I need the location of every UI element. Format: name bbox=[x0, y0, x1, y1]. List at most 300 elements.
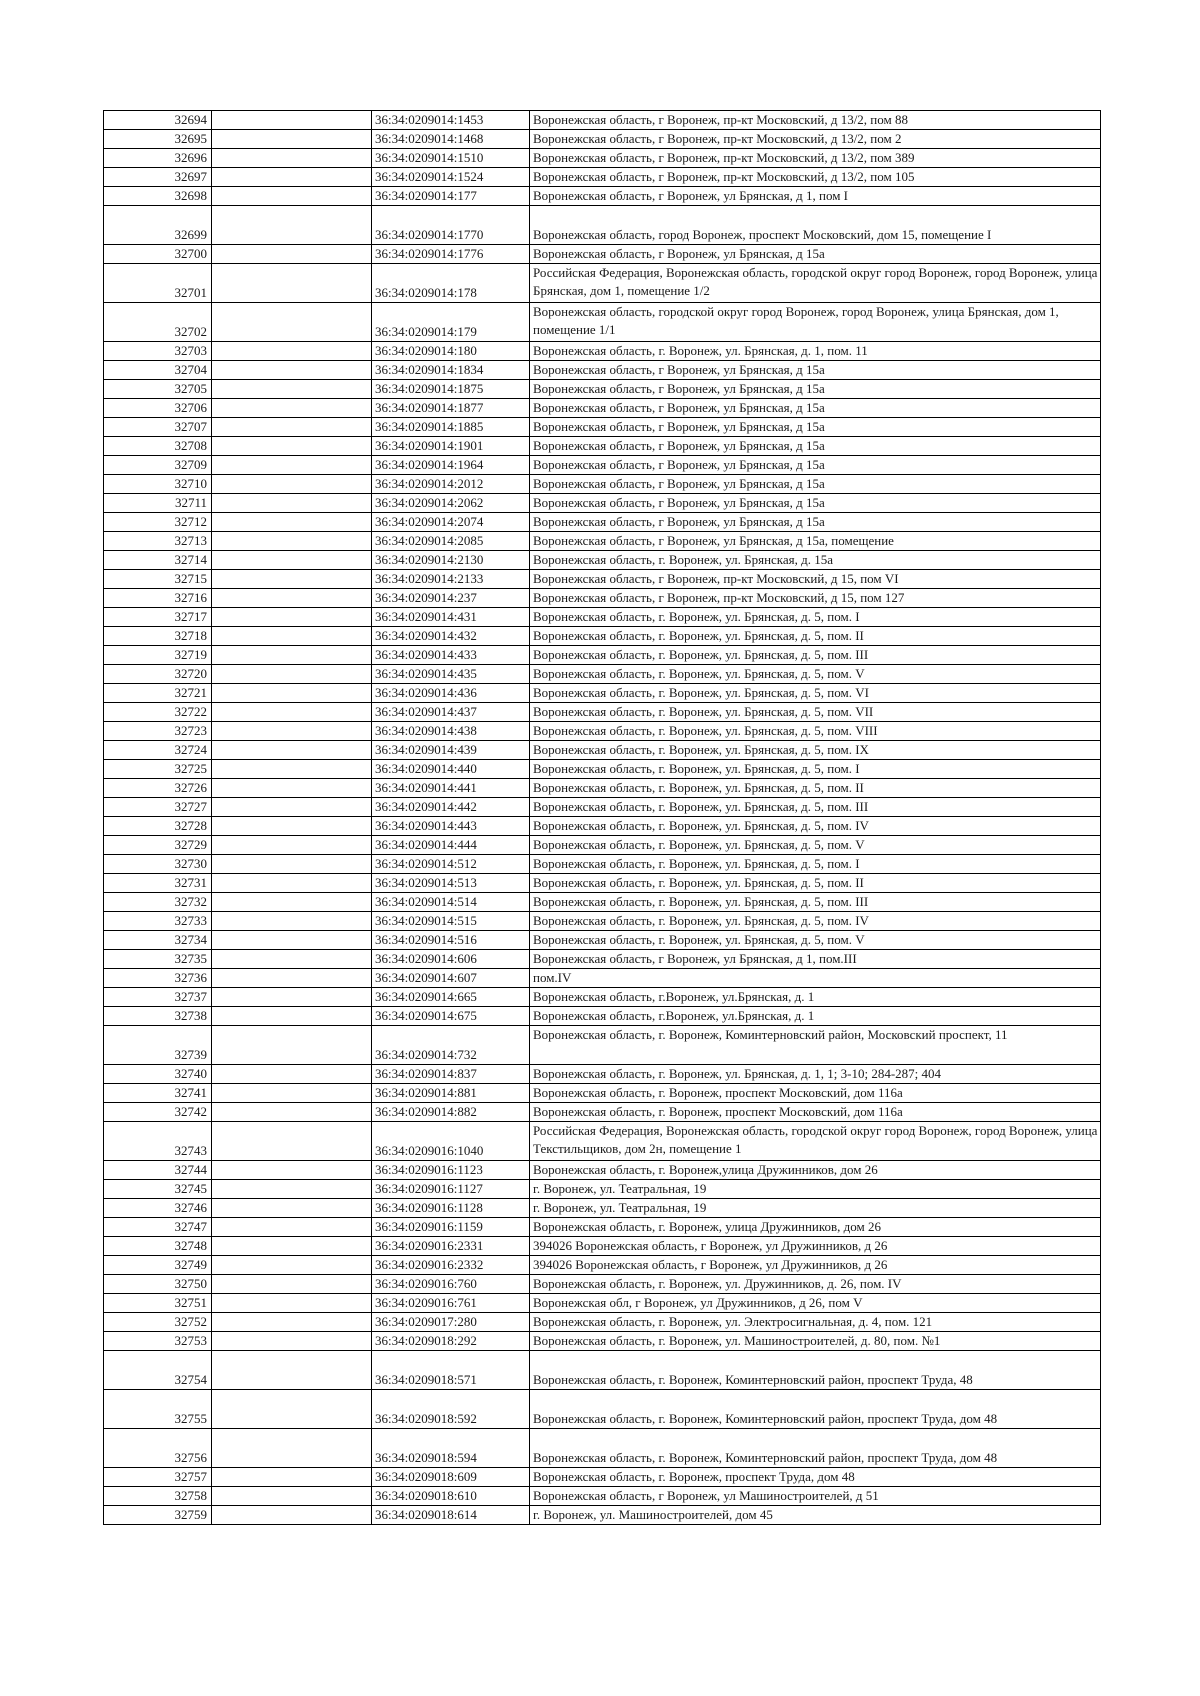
row-number-cell: 32732 bbox=[104, 893, 212, 912]
address-cell: Воронежская область, г. Воронеж, Коминтерновский район, Московский проспект, 11 bbox=[530, 1026, 1101, 1065]
empty-cell bbox=[212, 437, 372, 456]
address-cell: Российская Федерация, Воронежская область, городской округ город Воронеж, город Воронеж, улица Брянская, дом 1, помещение 1/2 bbox=[530, 264, 1101, 303]
cadastral-number-cell: 36:34:0209014:1770 bbox=[372, 206, 530, 245]
empty-cell bbox=[212, 1429, 372, 1468]
table-row bbox=[104, 741, 1101, 760]
cadastral-number-cell: 36:34:0209018:614 bbox=[372, 1506, 530, 1525]
cadastral-number-cell: 36:34:0209014:2130 bbox=[372, 551, 530, 570]
cadastral-number-cell: 36:34:0209018:594 bbox=[372, 1429, 530, 1468]
empty-cell bbox=[212, 798, 372, 817]
cadastral-number-cell: 36:34:0209014:432 bbox=[372, 627, 530, 646]
row-number-cell: 32700 bbox=[104, 245, 212, 264]
row-number-cell: 32713 bbox=[104, 532, 212, 551]
row-number-cell: 32754 bbox=[104, 1351, 212, 1390]
empty-cell bbox=[212, 1103, 372, 1122]
address-cell: Воронежская область, г. Воронеж, ул. Машиностроителей, д. 80, пом. №1 bbox=[530, 1332, 1101, 1351]
empty-cell bbox=[212, 1294, 372, 1313]
table-row bbox=[104, 130, 1101, 149]
address-cell: Воронежская область, г Воронеж, ул Брянская, д 15а bbox=[530, 418, 1101, 437]
address-cell: Воронежская область, г Воронеж, пр-кт Московский, д 13/2, пом 88 bbox=[530, 111, 1101, 130]
row-number-cell: 32750 bbox=[104, 1275, 212, 1294]
empty-cell bbox=[212, 1007, 372, 1026]
empty-cell bbox=[212, 874, 372, 893]
table-row bbox=[104, 874, 1101, 893]
address-cell: Воронежская область, г. Воронеж, ул. Брянская, д. 5, пом. IV bbox=[530, 912, 1101, 931]
table-row bbox=[104, 1026, 1101, 1065]
address-cell: Воронежская область, г. Воронеж, проспект Московский, дом 116а bbox=[530, 1084, 1101, 1103]
row-number-cell: 32708 bbox=[104, 437, 212, 456]
table-row bbox=[104, 1084, 1101, 1103]
cadastral-number-cell: 36:34:0209014:437 bbox=[372, 703, 530, 722]
table-row bbox=[104, 1237, 1101, 1256]
empty-cell bbox=[212, 760, 372, 779]
cadastral-number-cell: 36:34:0209014:441 bbox=[372, 779, 530, 798]
empty-cell bbox=[212, 703, 372, 722]
registry-table bbox=[103, 110, 1101, 1525]
address-cell: 394026 Воронежская область, г Воронеж, ул Дружинников, д 26 bbox=[530, 1237, 1101, 1256]
address-cell: Воронежская область, г. Воронеж, ул. Брянская, д. 5, пом. III bbox=[530, 798, 1101, 817]
cadastral-number-cell: 36:34:0209016:2331 bbox=[372, 1237, 530, 1256]
empty-cell bbox=[212, 1237, 372, 1256]
cadastral-number-cell: 36:34:0209014:179 bbox=[372, 303, 530, 342]
table-row bbox=[104, 817, 1101, 836]
empty-cell bbox=[212, 1199, 372, 1218]
empty-cell bbox=[212, 168, 372, 187]
table-row bbox=[104, 627, 1101, 646]
empty-cell bbox=[212, 475, 372, 494]
row-number-cell: 32707 bbox=[104, 418, 212, 437]
row-number-cell: 32724 bbox=[104, 741, 212, 760]
table-row bbox=[104, 703, 1101, 722]
row-number-cell: 32722 bbox=[104, 703, 212, 722]
row-number-cell: 32730 bbox=[104, 855, 212, 874]
table-row bbox=[104, 437, 1101, 456]
address-cell: г. Воронеж, ул. Театральная, 19 bbox=[530, 1199, 1101, 1218]
table-row bbox=[104, 399, 1101, 418]
empty-cell bbox=[212, 551, 372, 570]
empty-cell bbox=[212, 130, 372, 149]
cadastral-number-cell: 36:34:0209014:438 bbox=[372, 722, 530, 741]
empty-cell bbox=[212, 1026, 372, 1065]
cadastral-number-cell: 36:34:0209014:1510 bbox=[372, 149, 530, 168]
address-cell: Воронежская область, г. Воронеж, ул. Брянская, д. 5, пом. I bbox=[530, 608, 1101, 627]
address-cell: Воронежская область, г Воронеж, ул Брянская, д 1, пом I bbox=[530, 187, 1101, 206]
table-row bbox=[104, 1103, 1101, 1122]
table-row bbox=[104, 1506, 1101, 1525]
empty-cell bbox=[212, 149, 372, 168]
empty-cell bbox=[212, 1218, 372, 1237]
cadastral-number-cell: 36:34:0209014:607 bbox=[372, 969, 530, 988]
address-cell: Воронежская область, г.Воронеж, ул.Брянская, д. 1 bbox=[530, 1007, 1101, 1026]
table-row bbox=[104, 988, 1101, 1007]
empty-cell bbox=[212, 206, 372, 245]
row-number-cell: 32751 bbox=[104, 1294, 212, 1313]
row-number-cell: 32741 bbox=[104, 1084, 212, 1103]
table-row bbox=[104, 206, 1101, 245]
address-cell: Воронежская область, г. Воронеж, ул. Брянская, д. 5, пом. II bbox=[530, 779, 1101, 798]
row-number-cell: 32718 bbox=[104, 627, 212, 646]
cadastral-number-cell: 36:34:0209016:1159 bbox=[372, 1218, 530, 1237]
empty-cell bbox=[212, 1256, 372, 1275]
row-number-cell: 32745 bbox=[104, 1180, 212, 1199]
empty-cell bbox=[212, 1390, 372, 1429]
address-cell: Воронежская область, г. Воронеж, ул. Брянская, д. 5, пом. IV bbox=[530, 817, 1101, 836]
table-row bbox=[104, 418, 1101, 437]
address-cell: Воронежская область, г. Воронеж, ул. Электросигнальная, д. 4, пом. 121 bbox=[530, 1313, 1101, 1332]
row-number-cell: 32739 bbox=[104, 1026, 212, 1065]
row-number-cell: 32727 bbox=[104, 798, 212, 817]
empty-cell bbox=[212, 456, 372, 475]
cadastral-number-cell: 36:34:0209014:1875 bbox=[372, 380, 530, 399]
table-row bbox=[104, 798, 1101, 817]
empty-cell bbox=[212, 1084, 372, 1103]
empty-cell bbox=[212, 1332, 372, 1351]
address-cell: Воронежская область, г. Воронеж, Коминтерновский район, проспект Труда, дом 48 bbox=[530, 1390, 1101, 1429]
address-cell: Воронежская область, г Воронеж, ул Брянская, д 1, пом.III bbox=[530, 950, 1101, 969]
table-row bbox=[104, 187, 1101, 206]
row-number-cell: 32737 bbox=[104, 988, 212, 1007]
row-number-cell: 32712 bbox=[104, 513, 212, 532]
table-row bbox=[104, 1199, 1101, 1218]
table-row bbox=[104, 551, 1101, 570]
empty-cell bbox=[212, 950, 372, 969]
table-row bbox=[104, 1256, 1101, 1275]
address-cell: Воронежская область, г Воронеж, ул Брянская, д 15а bbox=[530, 380, 1101, 399]
empty-cell bbox=[212, 608, 372, 627]
table-row bbox=[104, 111, 1101, 130]
table-row bbox=[104, 1122, 1101, 1161]
table-row bbox=[104, 494, 1101, 513]
row-number-cell: 32743 bbox=[104, 1122, 212, 1161]
table-row bbox=[104, 722, 1101, 741]
row-number-cell: 32726 bbox=[104, 779, 212, 798]
cadastral-number-cell: 36:34:0209016:1040 bbox=[372, 1122, 530, 1161]
empty-cell bbox=[212, 589, 372, 608]
empty-cell bbox=[212, 1065, 372, 1084]
table-row bbox=[104, 1487, 1101, 1506]
cadastral-number-cell: 36:34:0209014:442 bbox=[372, 798, 530, 817]
row-number-cell: 32749 bbox=[104, 1256, 212, 1275]
empty-cell bbox=[212, 245, 372, 264]
address-cell: Воронежская область, г. Воронеж, улица Дружинников, дом 26 bbox=[530, 1218, 1101, 1237]
table-row bbox=[104, 361, 1101, 380]
table-row bbox=[104, 475, 1101, 494]
address-cell: г. Воронеж, ул. Машиностроителей, дом 45 bbox=[530, 1506, 1101, 1525]
address-cell: Воронежская область, г. Воронеж,улица Дружинников, дом 26 bbox=[530, 1161, 1101, 1180]
cadastral-number-cell: 36:34:0209014:178 bbox=[372, 264, 530, 303]
row-number-cell: 32744 bbox=[104, 1161, 212, 1180]
address-cell: Воронежская область, г. Воронеж, ул. Брянская, д. 5, пом. I bbox=[530, 760, 1101, 779]
table-row bbox=[104, 969, 1101, 988]
cadastral-number-cell: 36:34:0209014:443 bbox=[372, 817, 530, 836]
row-number-cell: 32698 bbox=[104, 187, 212, 206]
row-number-cell: 32704 bbox=[104, 361, 212, 380]
empty-cell bbox=[212, 1122, 372, 1161]
address-cell: Воронежская область, г. Воронеж, ул. Брянская, д. 5, пом. I bbox=[530, 855, 1101, 874]
cadastral-number-cell: 36:34:0209014:1468 bbox=[372, 130, 530, 149]
row-number-cell: 32755 bbox=[104, 1390, 212, 1429]
cadastral-number-cell: 36:34:0209014:675 bbox=[372, 1007, 530, 1026]
empty-cell bbox=[212, 855, 372, 874]
address-cell: Воронежская область, г Воронеж, ул Брянская, д 15а bbox=[530, 456, 1101, 475]
table-row bbox=[104, 760, 1101, 779]
row-number-cell: 32725 bbox=[104, 760, 212, 779]
address-cell: Российская Федерация, Воронежская область, городской округ город Воронеж, город Воронеж, улица Текстильщиков, дом 2н, помещение 1 bbox=[530, 1122, 1101, 1161]
cadastral-number-cell: 36:34:0209014:435 bbox=[372, 665, 530, 684]
address-cell: Воронежская область, г. Воронеж, ул. Брянская, д. 5, пом. II bbox=[530, 627, 1101, 646]
cadastral-number-cell: 36:34:0209014:882 bbox=[372, 1103, 530, 1122]
cadastral-number-cell: 36:34:0209014:512 bbox=[372, 855, 530, 874]
address-cell: Воронежская область, г. Воронеж, ул. Брянская, д. 5, пом. IX bbox=[530, 741, 1101, 760]
address-cell: Воронежская область, г Воронеж, ул Машиностроителей, д 51 bbox=[530, 1487, 1101, 1506]
table-row bbox=[104, 380, 1101, 399]
cadastral-number-cell: 36:34:0209014:606 bbox=[372, 950, 530, 969]
cadastral-number-cell: 36:34:0209017:280 bbox=[372, 1313, 530, 1332]
cadastral-number-cell: 36:34:0209014:665 bbox=[372, 988, 530, 1007]
cadastral-number-cell: 36:34:0209014:237 bbox=[372, 589, 530, 608]
empty-cell bbox=[212, 342, 372, 361]
address-cell: Воронежская область, г Воронеж, ул Брянская, д 15а bbox=[530, 475, 1101, 494]
address-cell: Воронежская область, г Воронеж, пр-кт Московский, д 15, пом VI bbox=[530, 570, 1101, 589]
empty-cell bbox=[212, 1506, 372, 1525]
empty-cell bbox=[212, 969, 372, 988]
empty-cell bbox=[212, 532, 372, 551]
row-number-cell: 32696 bbox=[104, 149, 212, 168]
cadastral-number-cell: 36:34:0209014:433 bbox=[372, 646, 530, 665]
row-number-cell: 32752 bbox=[104, 1313, 212, 1332]
address-cell: г. Воронеж, ул. Театральная, 19 bbox=[530, 1180, 1101, 1199]
row-number-cell: 32702 bbox=[104, 303, 212, 342]
cadastral-number-cell: 36:34:0209014:732 bbox=[372, 1026, 530, 1065]
table-row bbox=[104, 665, 1101, 684]
row-number-cell: 32738 bbox=[104, 1007, 212, 1026]
empty-cell bbox=[212, 893, 372, 912]
row-number-cell: 32719 bbox=[104, 646, 212, 665]
address-cell: Воронежская область, г Воронеж, пр-кт Московский, д 13/2, пом 389 bbox=[530, 149, 1101, 168]
row-number-cell: 32706 bbox=[104, 399, 212, 418]
row-number-cell: 32721 bbox=[104, 684, 212, 703]
table-row bbox=[104, 456, 1101, 475]
row-number-cell: 32714 bbox=[104, 551, 212, 570]
empty-cell bbox=[212, 684, 372, 703]
cadastral-number-cell: 36:34:0209018:609 bbox=[372, 1468, 530, 1487]
cadastral-number-cell: 36:34:0209016:760 bbox=[372, 1275, 530, 1294]
table-row bbox=[104, 646, 1101, 665]
empty-cell bbox=[212, 741, 372, 760]
row-number-cell: 32758 bbox=[104, 1487, 212, 1506]
cadastral-number-cell: 36:34:0209018:592 bbox=[372, 1390, 530, 1429]
table-row bbox=[104, 608, 1101, 627]
table-row bbox=[104, 1180, 1101, 1199]
address-cell: Воронежская область, г. Воронеж, проспект Московский, дом 116а bbox=[530, 1103, 1101, 1122]
row-number-cell: 32694 bbox=[104, 111, 212, 130]
table-row bbox=[104, 303, 1101, 342]
cadastral-number-cell: 36:34:0209014:514 bbox=[372, 893, 530, 912]
address-cell: Воронежская область, г. Воронеж, ул. Брянская, д. 5, пом. V bbox=[530, 665, 1101, 684]
empty-cell bbox=[212, 111, 372, 130]
address-cell: Воронежская обл, г Воронеж, ул Дружинников, д 26, пом V bbox=[530, 1294, 1101, 1313]
address-cell: Воронежская область, г. Воронеж, ул. Брянская, д. 5, пом. VII bbox=[530, 703, 1101, 722]
row-number-cell: 32753 bbox=[104, 1332, 212, 1351]
address-cell: 394026 Воронежская область, г Воронеж, ул Дружинников, д 26 bbox=[530, 1256, 1101, 1275]
row-number-cell: 32720 bbox=[104, 665, 212, 684]
cadastral-number-cell: 36:34:0209014:180 bbox=[372, 342, 530, 361]
cadastral-number-cell: 36:34:0209014:436 bbox=[372, 684, 530, 703]
table-row bbox=[104, 513, 1101, 532]
empty-cell bbox=[212, 380, 372, 399]
empty-cell bbox=[212, 264, 372, 303]
empty-cell bbox=[212, 988, 372, 1007]
row-number-cell: 32731 bbox=[104, 874, 212, 893]
empty-cell bbox=[212, 418, 372, 437]
empty-cell bbox=[212, 931, 372, 950]
table-row bbox=[104, 1332, 1101, 1351]
empty-cell bbox=[212, 665, 372, 684]
cadastral-number-cell: 36:34:0209014:439 bbox=[372, 741, 530, 760]
table-row bbox=[104, 245, 1101, 264]
address-cell: Воронежская область, город Воронеж, проспект Московский, дом 15, помещение I bbox=[530, 206, 1101, 245]
address-cell: Воронежская область, г. Воронеж, Коминтерновский район, проспект Труда, 48 bbox=[530, 1351, 1101, 1390]
table-row bbox=[104, 1161, 1101, 1180]
row-number-cell: 32711 bbox=[104, 494, 212, 513]
cadastral-number-cell: 36:34:0209014:2133 bbox=[372, 570, 530, 589]
empty-cell bbox=[212, 627, 372, 646]
address-cell: Воронежская область, г Воронеж, ул Брянская, д 15а bbox=[530, 361, 1101, 380]
cadastral-number-cell: 36:34:0209014:513 bbox=[372, 874, 530, 893]
cadastral-number-cell: 36:34:0209014:2074 bbox=[372, 513, 530, 532]
address-cell: пом.IV bbox=[530, 969, 1101, 988]
cadastral-number-cell: 36:34:0209014:2085 bbox=[372, 532, 530, 551]
row-number-cell: 32757 bbox=[104, 1468, 212, 1487]
registry-table-body bbox=[104, 111, 1101, 1525]
row-number-cell: 32728 bbox=[104, 817, 212, 836]
empty-cell bbox=[212, 361, 372, 380]
table-row bbox=[104, 532, 1101, 551]
cadastral-number-cell: 36:34:0209014:1964 bbox=[372, 456, 530, 475]
row-number-cell: 32723 bbox=[104, 722, 212, 741]
table-row bbox=[104, 779, 1101, 798]
table-row bbox=[104, 1007, 1101, 1026]
address-cell: Воронежская область, г. Воронеж, проспект Труда, дом 48 bbox=[530, 1468, 1101, 1487]
address-cell: Воронежская область, г. Воронеж, ул. Брянская, д. 15а bbox=[530, 551, 1101, 570]
address-cell: Воронежская область, городской округ город Воронеж, город Воронеж, улица Брянская, дом 1, помещение 1/1 bbox=[530, 303, 1101, 342]
row-number-cell: 32734 bbox=[104, 931, 212, 950]
table-row bbox=[104, 1468, 1101, 1487]
cadastral-number-cell: 36:34:0209014:837 bbox=[372, 1065, 530, 1084]
cadastral-number-cell: 36:34:0209014:1901 bbox=[372, 437, 530, 456]
cadastral-number-cell: 36:34:0209014:1453 bbox=[372, 111, 530, 130]
empty-cell bbox=[212, 817, 372, 836]
table-row bbox=[104, 1313, 1101, 1332]
row-number-cell: 32710 bbox=[104, 475, 212, 494]
address-cell: Воронежская область, г Воронеж, ул Брянская, д 15а, помещение bbox=[530, 532, 1101, 551]
cadastral-number-cell: 36:34:0209014:881 bbox=[372, 1084, 530, 1103]
row-number-cell: 32736 bbox=[104, 969, 212, 988]
table-row bbox=[104, 1218, 1101, 1237]
table-row bbox=[104, 1294, 1101, 1313]
row-number-cell: 32701 bbox=[104, 264, 212, 303]
address-cell: Воронежская область, г Воронеж, ул Брянская, д 15а bbox=[530, 513, 1101, 532]
empty-cell bbox=[212, 513, 372, 532]
cadastral-number-cell: 36:34:0209014:1885 bbox=[372, 418, 530, 437]
address-cell: Воронежская область, г Воронеж, пр-кт Московский, д 13/2, пом 105 bbox=[530, 168, 1101, 187]
cadastral-number-cell: 36:34:0209014:1834 bbox=[372, 361, 530, 380]
row-number-cell: 32733 bbox=[104, 912, 212, 931]
cadastral-number-cell: 36:34:0209016:1127 bbox=[372, 1180, 530, 1199]
table-row bbox=[104, 570, 1101, 589]
row-number-cell: 32715 bbox=[104, 570, 212, 589]
table-row bbox=[104, 950, 1101, 969]
address-cell: Воронежская область, г Воронеж, ул Брянская, д 15а bbox=[530, 245, 1101, 264]
table-row bbox=[104, 1390, 1101, 1429]
address-cell: Воронежская область, г. Воронеж, ул. Брянская, д. 5, пом. III bbox=[530, 893, 1101, 912]
empty-cell bbox=[212, 722, 372, 741]
empty-cell bbox=[212, 912, 372, 931]
empty-cell bbox=[212, 570, 372, 589]
empty-cell bbox=[212, 779, 372, 798]
address-cell: Воронежская область, г Воронеж, пр-кт Московский, д 15, пом 127 bbox=[530, 589, 1101, 608]
row-number-cell: 32697 bbox=[104, 168, 212, 187]
empty-cell bbox=[212, 1180, 372, 1199]
cadastral-number-cell: 36:34:0209018:571 bbox=[372, 1351, 530, 1390]
table-row bbox=[104, 342, 1101, 361]
table-row bbox=[104, 931, 1101, 950]
table-row bbox=[104, 684, 1101, 703]
address-cell: Воронежская область, г.Воронеж, ул.Брянская, д. 1 bbox=[530, 988, 1101, 1007]
address-cell: Воронежская область, г Воронеж, ул Брянская, д 15а bbox=[530, 399, 1101, 418]
address-cell: Воронежская область, г. Воронеж, ул. Дружинников, д. 26, пом. IV bbox=[530, 1275, 1101, 1294]
empty-cell bbox=[212, 1487, 372, 1506]
cadastral-number-cell: 36:34:0209014:177 bbox=[372, 187, 530, 206]
cadastral-number-cell: 36:34:0209014:440 bbox=[372, 760, 530, 779]
table-row bbox=[104, 1065, 1101, 1084]
table-row bbox=[104, 149, 1101, 168]
row-number-cell: 32709 bbox=[104, 456, 212, 475]
cadastral-number-cell: 36:34:0209018:292 bbox=[372, 1332, 530, 1351]
row-number-cell: 32742 bbox=[104, 1103, 212, 1122]
cadastral-number-cell: 36:34:0209016:1123 bbox=[372, 1161, 530, 1180]
row-number-cell: 32716 bbox=[104, 589, 212, 608]
empty-cell bbox=[212, 494, 372, 513]
table-row bbox=[104, 893, 1101, 912]
row-number-cell: 32729 bbox=[104, 836, 212, 855]
address-cell: Воронежская область, г. Воронеж, ул. Брянская, д. 5, пом. III bbox=[530, 646, 1101, 665]
row-number-cell: 32695 bbox=[104, 130, 212, 149]
row-number-cell: 32735 bbox=[104, 950, 212, 969]
address-cell: Воронежская область, г. Воронеж, ул. Брянская, д. 5, пом. II bbox=[530, 874, 1101, 893]
cadastral-number-cell: 36:34:0209014:431 bbox=[372, 608, 530, 627]
address-cell: Воронежская область, г. Воронеж, ул. Брянская, д. 5, пом. V bbox=[530, 836, 1101, 855]
row-number-cell: 32703 bbox=[104, 342, 212, 361]
address-cell: Воронежская область, г. Воронеж, ул. Брянская, д. 5, пом. VIII bbox=[530, 722, 1101, 741]
table-row bbox=[104, 855, 1101, 874]
table-row bbox=[104, 1275, 1101, 1294]
address-cell: Воронежская область, г Воронеж, ул Брянская, д 15а bbox=[530, 437, 1101, 456]
cadastral-number-cell: 36:34:0209016:1128 bbox=[372, 1199, 530, 1218]
empty-cell bbox=[212, 303, 372, 342]
address-cell: Воронежская область, г Воронеж, пр-кт Московский, д 13/2, пом 2 bbox=[530, 130, 1101, 149]
cadastral-number-cell: 36:34:0209014:1524 bbox=[372, 168, 530, 187]
cadastral-number-cell: 36:34:0209014:516 bbox=[372, 931, 530, 950]
table-row bbox=[104, 836, 1101, 855]
cadastral-number-cell: 36:34:0209016:2332 bbox=[372, 1256, 530, 1275]
address-cell: Воронежская область, г Воронеж, ул Брянская, д 15а bbox=[530, 494, 1101, 513]
table-row bbox=[104, 1429, 1101, 1468]
row-number-cell: 32705 bbox=[104, 380, 212, 399]
row-number-cell: 32759 bbox=[104, 1506, 212, 1525]
empty-cell bbox=[212, 399, 372, 418]
empty-cell bbox=[212, 1275, 372, 1294]
